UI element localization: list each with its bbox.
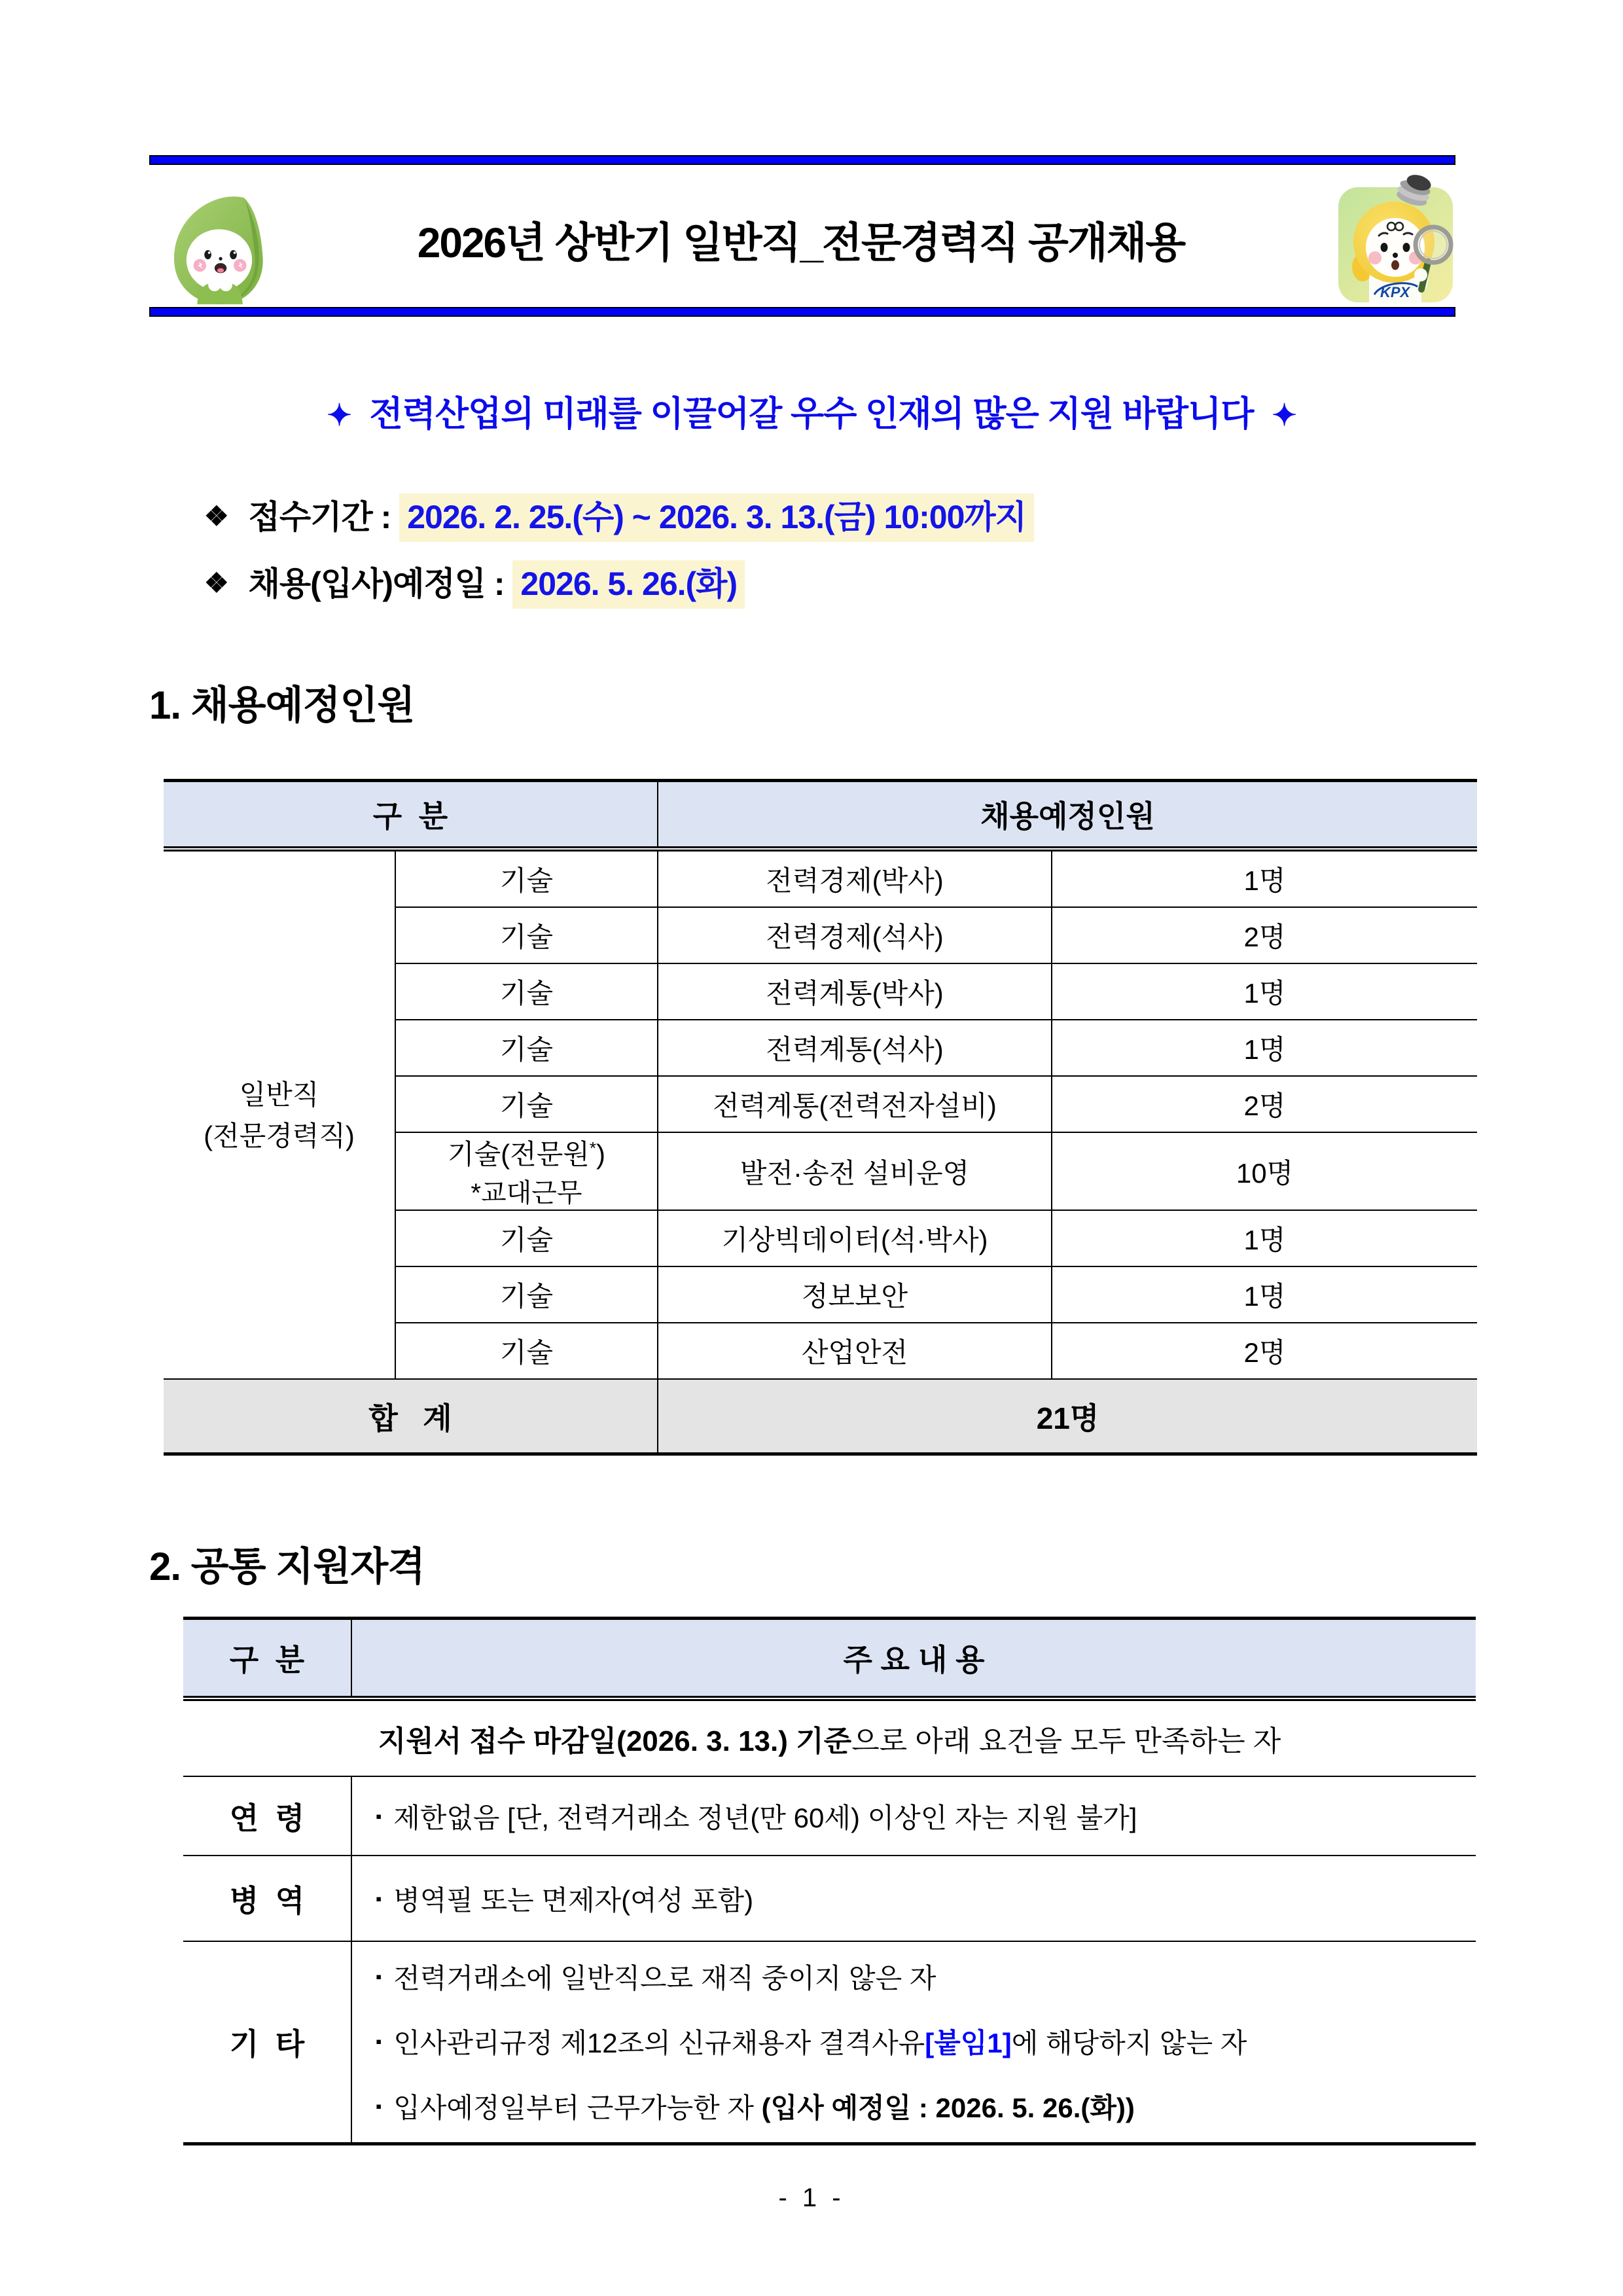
- criteria-row: [183, 1698, 1476, 1776]
- application-period-label: 접수기간 :: [248, 499, 400, 535]
- section1-heading: 1. 채용예정인원: [149, 683, 415, 727]
- column-header-headcount: 채용예정인원: [658, 781, 1477, 850]
- field-cell: 전력경제(박사): [658, 849, 1052, 907]
- etc-item-bold-text: (입사 예정일 : 2026. 5. 26.(화)): [761, 2092, 1135, 2123]
- age-text: 제한없음 [단, 전력거래소 정년(만 60세) 이상인 자는 지원 불가]: [393, 1802, 1137, 1833]
- star-icon: ✦: [327, 398, 351, 432]
- list-item: [376, 1945, 1463, 2010]
- banner-bottom-bar: [149, 307, 1455, 317]
- kpx-bulb-mascot-icon: [1338, 166, 1454, 304]
- criteria-bold-text: 지원서 접수 마감일(2026. 3. 13.) 기준: [378, 1725, 852, 1757]
- field-cell: 산업안전: [658, 1323, 1052, 1379]
- group-label-line2: (전문경력직): [204, 1120, 355, 1151]
- page-title: 2026년 상반기 일반직_전문경력직 공개채용: [417, 219, 1185, 266]
- diamond-bullet-icon: ❖: [204, 501, 228, 531]
- criteria-rest-text: 으로 아래 요건을 모두 만족하는 자: [851, 1725, 1281, 1757]
- count-cell: 2명: [1052, 1323, 1477, 1379]
- military-text: 병역필 또는 면제자(여성 포함): [393, 1884, 754, 1916]
- square-bullet-icon: ▪: [376, 1888, 382, 1909]
- hire-date-label: 채용(입사)예정일 :: [248, 565, 513, 602]
- table-total-row: [164, 1379, 1477, 1454]
- military-row: [183, 1856, 1476, 1941]
- square-bullet-icon: ▪: [376, 2096, 382, 2116]
- square-bullet-icon: ▪: [376, 1966, 382, 1986]
- field-cell: 전력계통(전력전자설비): [658, 1076, 1052, 1132]
- field-cell: 기상빅데이터(석·박사): [658, 1210, 1052, 1266]
- category-note: *교대근무: [471, 1179, 582, 1208]
- etc-row: [183, 1941, 1476, 2144]
- star-icon: ✦: [1272, 398, 1296, 432]
- column-header-category: 구 분: [164, 781, 658, 850]
- slogan-text: 전력산업의 미래를 이끌어갈 우수 인재의 많은 지원 바랍니다: [369, 395, 1254, 433]
- square-bullet-icon: ▪: [376, 2031, 382, 2051]
- attachment-link[interactable]: [붙임1]: [925, 2027, 1012, 2058]
- count-cell: 2명: [1052, 907, 1477, 963]
- total-label-cell: 합 계: [164, 1379, 658, 1454]
- group-label-line1: 일반직: [239, 1079, 319, 1110]
- total-value-cell: 21명: [658, 1379, 1477, 1454]
- age-content-cell: [351, 1776, 1476, 1856]
- group-cell: [164, 849, 395, 1379]
- diamond-bullet-icon: ❖: [204, 567, 228, 598]
- row-label-military: 병 역: [183, 1856, 351, 1941]
- column-header-content: 주 요 내 용: [351, 1619, 1476, 1699]
- field-cell: 전력계통(석사): [658, 1020, 1052, 1076]
- count-cell: 1명: [1052, 963, 1477, 1020]
- category-text: ): [596, 1139, 605, 1170]
- etc-item-text: 에 해당하지 않는 자: [1011, 2027, 1247, 2058]
- banner-top-bar: [149, 155, 1455, 165]
- count-cell: 10명: [1052, 1132, 1477, 1210]
- table-header-row: [183, 1619, 1476, 1699]
- category-cell: 기술: [395, 1323, 658, 1379]
- count-cell: 1명: [1052, 1020, 1477, 1076]
- category-cell: 기술: [395, 1020, 658, 1076]
- military-content-cell: [351, 1856, 1476, 1941]
- category-cell: 기술: [395, 963, 658, 1020]
- etc-item-text: 입사예정일부터 근무가능한 자: [393, 2092, 762, 2123]
- count-cell: 2명: [1052, 1076, 1477, 1132]
- page-number: - 1 -: [778, 2183, 845, 2212]
- table-row: [164, 849, 1477, 907]
- section2-heading: 2. 공통 지원자격: [149, 1545, 425, 1588]
- count-cell: 1명: [1052, 1266, 1477, 1323]
- table-header-row: [164, 781, 1477, 850]
- field-cell: 전력계통(박사): [658, 963, 1052, 1020]
- hire-date-value: 2026. 5. 26.(화): [512, 560, 745, 609]
- age-row: [183, 1776, 1476, 1856]
- category-cell: 기술: [395, 1266, 658, 1323]
- slogan-line: [147, 386, 1476, 436]
- count-cell: 1명: [1052, 1210, 1477, 1266]
- qualification-table: [183, 1617, 1476, 2145]
- criteria-cell: [183, 1698, 1476, 1776]
- category-cell: 기술: [395, 1076, 658, 1132]
- list-item: [376, 2010, 1463, 2075]
- hiring-plan-table: [164, 779, 1477, 1456]
- square-bullet-icon: ▪: [376, 1806, 382, 1826]
- field-cell: 정보보안: [658, 1266, 1052, 1323]
- row-label-age: 연 령: [183, 1776, 351, 1856]
- etc-item-text: 전력거래소에 일반직으로 재직 중이지 않은 자: [393, 1962, 936, 1994]
- etc-content-cell: [351, 1941, 1476, 2144]
- category-cell: 기술: [395, 907, 658, 963]
- etc-item-text: 인사관리규정 제12조의 신규채용자 결격사유: [393, 2027, 925, 2058]
- kpx-logo-text: KPX: [1380, 284, 1410, 300]
- category-cell: 기술: [395, 1210, 658, 1266]
- column-header-category: 구 분: [183, 1619, 351, 1699]
- application-period-value: 2026. 2. 25.(수) ~ 2026. 3. 13.(금) 10:00까지: [399, 493, 1034, 542]
- row-label-etc: 기 타: [183, 1941, 351, 2144]
- category-cell: [395, 1132, 658, 1210]
- field-cell: 발전·송전 설비운영: [658, 1132, 1052, 1210]
- category-text: 기술(전문원: [448, 1139, 590, 1170]
- hire-date-line: [204, 558, 745, 605]
- application-period-line: [204, 491, 1034, 538]
- count-cell: 1명: [1052, 849, 1477, 907]
- list-item: [376, 2075, 1463, 2140]
- category-cell: 기술: [395, 849, 658, 907]
- field-cell: 전력경제(석사): [658, 907, 1052, 963]
- category-superscript: *: [589, 1138, 596, 1158]
